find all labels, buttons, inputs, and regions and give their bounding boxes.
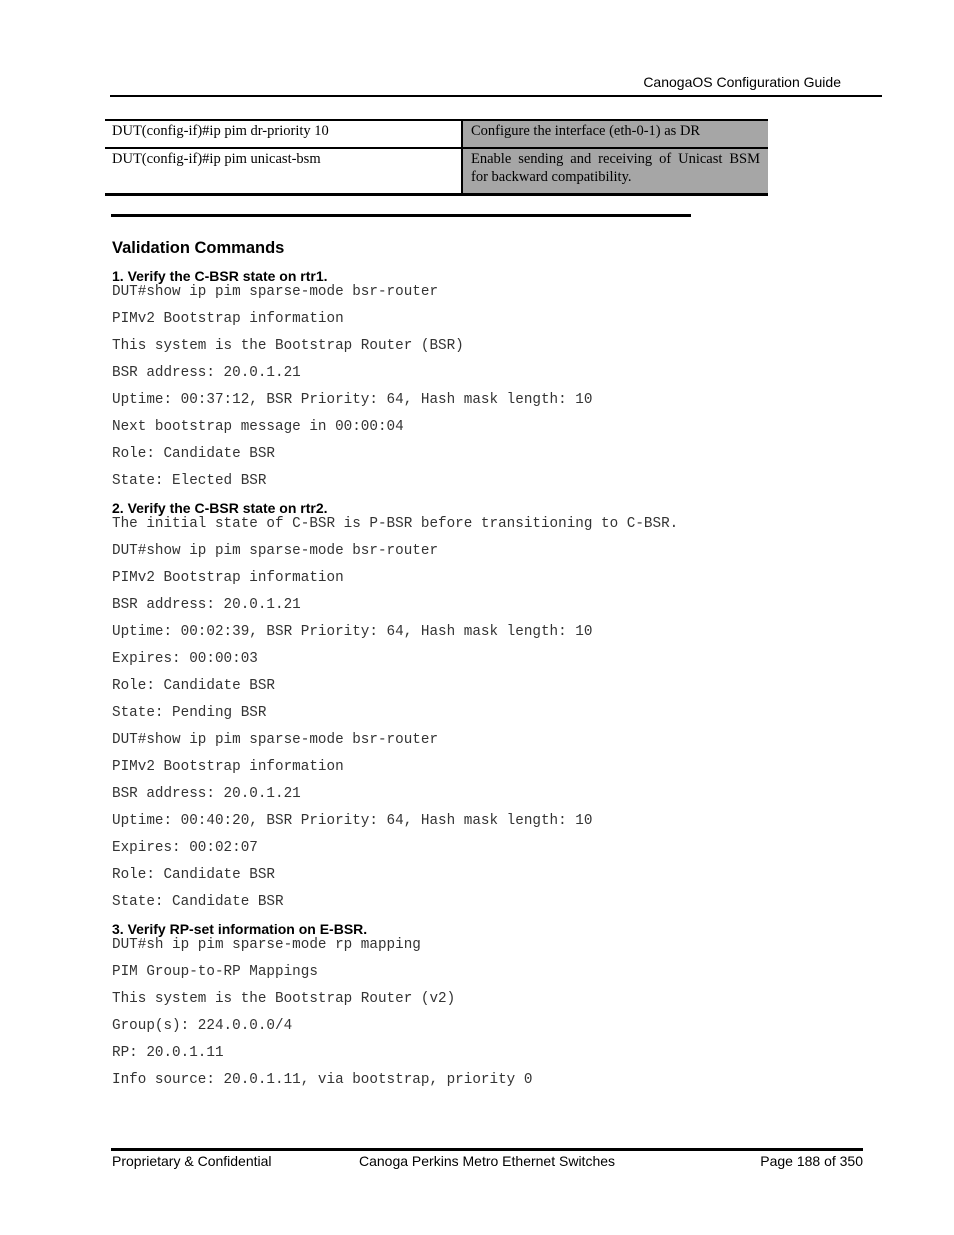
section-divider bbox=[111, 214, 691, 217]
code-line: The initial state of C-BSR is P-BSR before transitioning to C-BSR. bbox=[112, 516, 679, 532]
code-line: Role: Candidate BSR bbox=[112, 678, 276, 694]
code-line: This system is the Bootstrap Router (v2) bbox=[112, 991, 456, 1007]
footer-page-number: Page 188 of 350 bbox=[760, 1153, 863, 1169]
footer-product: Canoga Perkins Metro Ethernet Switches bbox=[359, 1153, 616, 1169]
description-cell: Configure the interface (eth-0-1) as DR bbox=[462, 120, 768, 148]
code-line: Uptime: 00:02:39, BSR Priority: 64, Hash mask length: 10 bbox=[112, 624, 593, 640]
code-line: Expires: 00:02:07 bbox=[112, 840, 258, 856]
code-line: DUT#show ip pim sparse-mode bsr-router bbox=[112, 284, 439, 300]
code-line: BSR address: 20.0.1.21 bbox=[112, 365, 301, 381]
code-line: State: Candidate BSR bbox=[112, 894, 284, 910]
code-line: Uptime: 00:37:12, BSR Priority: 64, Hash mask length: 10 bbox=[112, 392, 593, 408]
footer-confidential: Proprietary & Confidential bbox=[112, 1153, 272, 1169]
code-line: DUT#show ip pim sparse-mode bsr-router bbox=[112, 543, 439, 559]
code-line: DUT#show ip pim sparse-mode bsr-router bbox=[112, 732, 439, 748]
step-title: 3. Verify RP-set information on E-BSR. bbox=[112, 921, 368, 937]
step-2 bbox=[112, 500, 872, 910]
code-line: Group(s): 224.0.0.0/4 bbox=[112, 1018, 293, 1034]
code-line: Uptime: 00:40:20, BSR Priority: 64, Hash mask length: 10 bbox=[112, 813, 593, 829]
code-line: Role: Candidate BSR bbox=[112, 446, 276, 462]
step-title: 2. Verify the C-BSR state on rtr2. bbox=[112, 500, 328, 516]
step-3 bbox=[112, 921, 872, 1088]
code-line: Next bootstrap message in 00:00:04 bbox=[112, 419, 404, 435]
code-line: PIMv2 Bootstrap information bbox=[112, 570, 344, 586]
page-header-title: CanogaOS Configuration Guide bbox=[643, 74, 841, 90]
code-line: Expires: 00:00:03 bbox=[112, 651, 258, 667]
code-line: PIMv2 Bootstrap information bbox=[112, 759, 344, 775]
validation-section bbox=[112, 238, 872, 1088]
command-cell: DUT(config-if)#ip pim dr-priority 10 bbox=[112, 123, 329, 139]
step-title: 1. Verify the C-BSR state on rtr1. bbox=[112, 268, 328, 284]
code-line: State: Pending BSR bbox=[112, 705, 267, 721]
code-line: BSR address: 20.0.1.21 bbox=[112, 786, 301, 802]
code-line: PIMv2 Bootstrap information bbox=[112, 311, 344, 327]
code-line: State: Elected BSR bbox=[112, 473, 267, 489]
code-line: Role: Candidate BSR bbox=[112, 867, 276, 883]
code-line: PIM Group-to-RP Mappings bbox=[112, 964, 318, 980]
code-line: This system is the Bootstrap Router (BSR) bbox=[112, 338, 464, 354]
code-line: DUT#sh ip pim sparse-mode rp mapping bbox=[112, 937, 421, 953]
command-cell: DUT(config-if)#ip pim unicast-bsm bbox=[105, 148, 462, 195]
config-command-table bbox=[105, 119, 768, 196]
code-line: RP: 20.0.1.11 bbox=[112, 1045, 224, 1061]
code-line: BSR address: 20.0.1.21 bbox=[112, 597, 301, 613]
table-row bbox=[105, 120, 768, 148]
step-1 bbox=[112, 268, 872, 489]
code-line: Info source: 20.0.1.11, via bootstrap, priority 0 bbox=[112, 1072, 533, 1088]
section-heading: Validation Commands bbox=[112, 239, 285, 257]
description-cell: Enable sending and receiving of Unicast BSM for backward compatibility. bbox=[462, 148, 768, 195]
table-row bbox=[105, 148, 768, 195]
header-rule bbox=[110, 95, 882, 97]
footer-rule bbox=[111, 1148, 863, 1151]
